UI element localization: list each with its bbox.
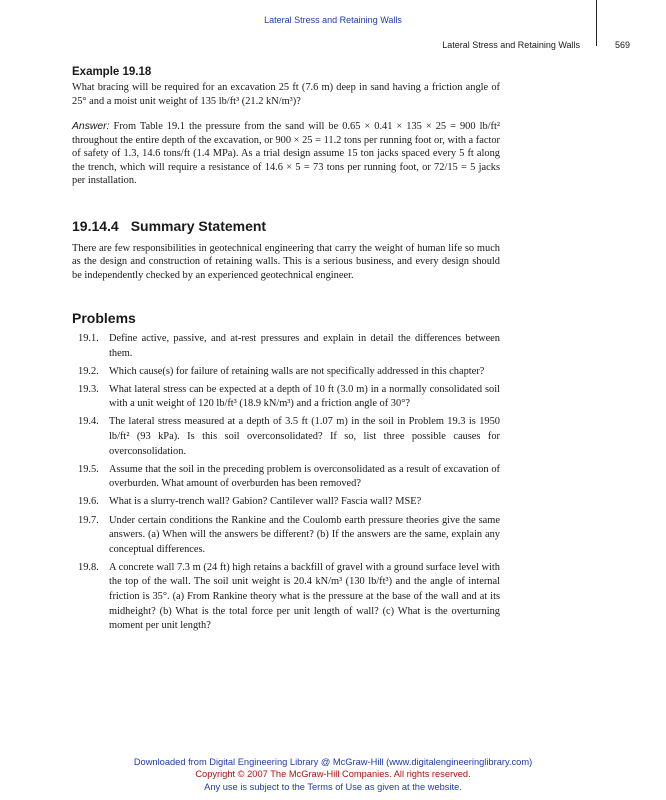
page-number: 569 xyxy=(614,40,630,50)
problem-text: The lateral stress measured at a depth of 3.5 ft (1.07 m) in the soil in Problem 19.3 is 1950 lb/ft² (93 kPa). Is this soil overconsolidated? If so, list three possible causes for overconsolidation. xyxy=(109,416,500,457)
example-answer xyxy=(72,120,500,188)
answer-text: From Table 19.1 the pressure from the sand will be 0.65 × 0.41 × 135 × 25 = 900 lb/ft² throughout the entire depth of the excavation, or 900 × 25 = 11.2 tons per running foot or, with a factor of safety of 1.3, 14.6 tons/ft (1.4 MPa). As a trial design assume 15 ton jacks spaced every 5 ft along the trench, which will require a resistance of 14.6 × 5 = 73 tons per running foot, or 72/15 = 5 jacks per installation. xyxy=(72,121,500,186)
problem-text: A concrete wall 7.3 m (24 ft) high retains a backfill of gravel with a ground surface level with the top of the wall. The soil unit weight is 20.4 kN/m³ (130 lb/ft³) and the angle of internal friction is 35°. (a) From Rankine theory what is the pressure at the base of the wall and at its midheight? (b) What is the total force per unit length of wall? (c) What is the overturning moment per unit length? xyxy=(109,561,500,632)
problem-list xyxy=(72,332,500,634)
problems-heading: Problems xyxy=(72,310,136,326)
problem-number: 19.7. xyxy=(78,514,99,526)
problem-number: 19.3. xyxy=(78,383,99,395)
copyright-notice: Copyright © 2007 The McGraw-Hill Companies. All rights reserved. xyxy=(195,769,471,780)
problem-text: What is a slurry-trench wall? Gabion? Cantilever wall? Fascia wall? MSE? xyxy=(109,496,422,508)
page-content xyxy=(72,66,500,637)
problem-number: 19.2. xyxy=(78,365,99,377)
running-head-title: Lateral Stress and Retaining Walls xyxy=(442,40,580,50)
section-number: 19.14.4 xyxy=(72,217,119,234)
problem-text: What lateral stress can be expected at a depth of 10 ft (3.0 m) in a normally consolidated soil with a unit weight of 120 lb/ft³ (18.9 kN/m³) and a friction angle of 30°? xyxy=(109,383,500,410)
top-banner-title: Lateral Stress and Retaining Walls xyxy=(264,15,402,25)
problem-number: 19.4. xyxy=(78,416,99,428)
problem-item xyxy=(72,383,500,412)
section-heading xyxy=(72,218,500,234)
example-section xyxy=(72,66,500,188)
problem-item xyxy=(72,514,500,558)
problem-item xyxy=(72,561,500,634)
problem-item xyxy=(72,415,500,459)
problem-text: Define active, passive, and at-rest pressures and explain in detail the differences between them. xyxy=(109,333,500,359)
problems-section xyxy=(72,310,500,634)
problem-item xyxy=(72,365,500,380)
problem-item xyxy=(72,463,500,492)
page-footer xyxy=(0,756,666,793)
terms-of-use-notice: Any use is subject to the Terms of Use as given at the website. xyxy=(204,781,462,792)
problem-text: Under certain conditions the Rankine and the Coulomb earth pressure theories give the same answers. (a) When will the answers be different? (b) If the answers are the same, explain any conceptual differences. xyxy=(109,514,500,555)
problem-number: 19.5. xyxy=(78,463,99,475)
problem-number: 19.1. xyxy=(78,333,99,344)
problem-item xyxy=(72,332,500,361)
answer-label: Answer: xyxy=(72,121,110,132)
problem-number: 19.8. xyxy=(78,561,99,573)
summary-text: There are few responsibilities in geotechnical engineering that carry the weight of human life so much as the design and construction of retaining walls. This is a serious business, and every design should be independently checked by an experienced geotechnical engineer. xyxy=(72,242,500,281)
problem-text: Which cause(s) for failure of retaining walls are not specifically addressed in this chapter? xyxy=(109,365,485,377)
download-notice-link[interactable]: Downloaded from Digital Engineering Library @ McGraw-Hill (www.digitalengineeringlibrary.com) xyxy=(133,757,533,767)
example-heading: Example 19.18 xyxy=(72,66,152,78)
section-title: Summary Statement xyxy=(130,217,267,234)
margin-rule xyxy=(596,0,597,46)
example-question: What bracing will be required for an excavation 25 ft (7.6 m) deep in sand having a friction angle of 25° and a moist unit weight of 135 lb/ft³ (21.2 kN/m³)? xyxy=(72,82,500,107)
problem-text: Assume that the soil in the preceding problem is overconsolidated as a result of excavation of overburden. What amount of overburden has been removed? xyxy=(109,463,500,490)
problem-number: 19.6. xyxy=(78,496,99,508)
problem-item xyxy=(72,495,500,510)
summary-section xyxy=(72,218,500,283)
